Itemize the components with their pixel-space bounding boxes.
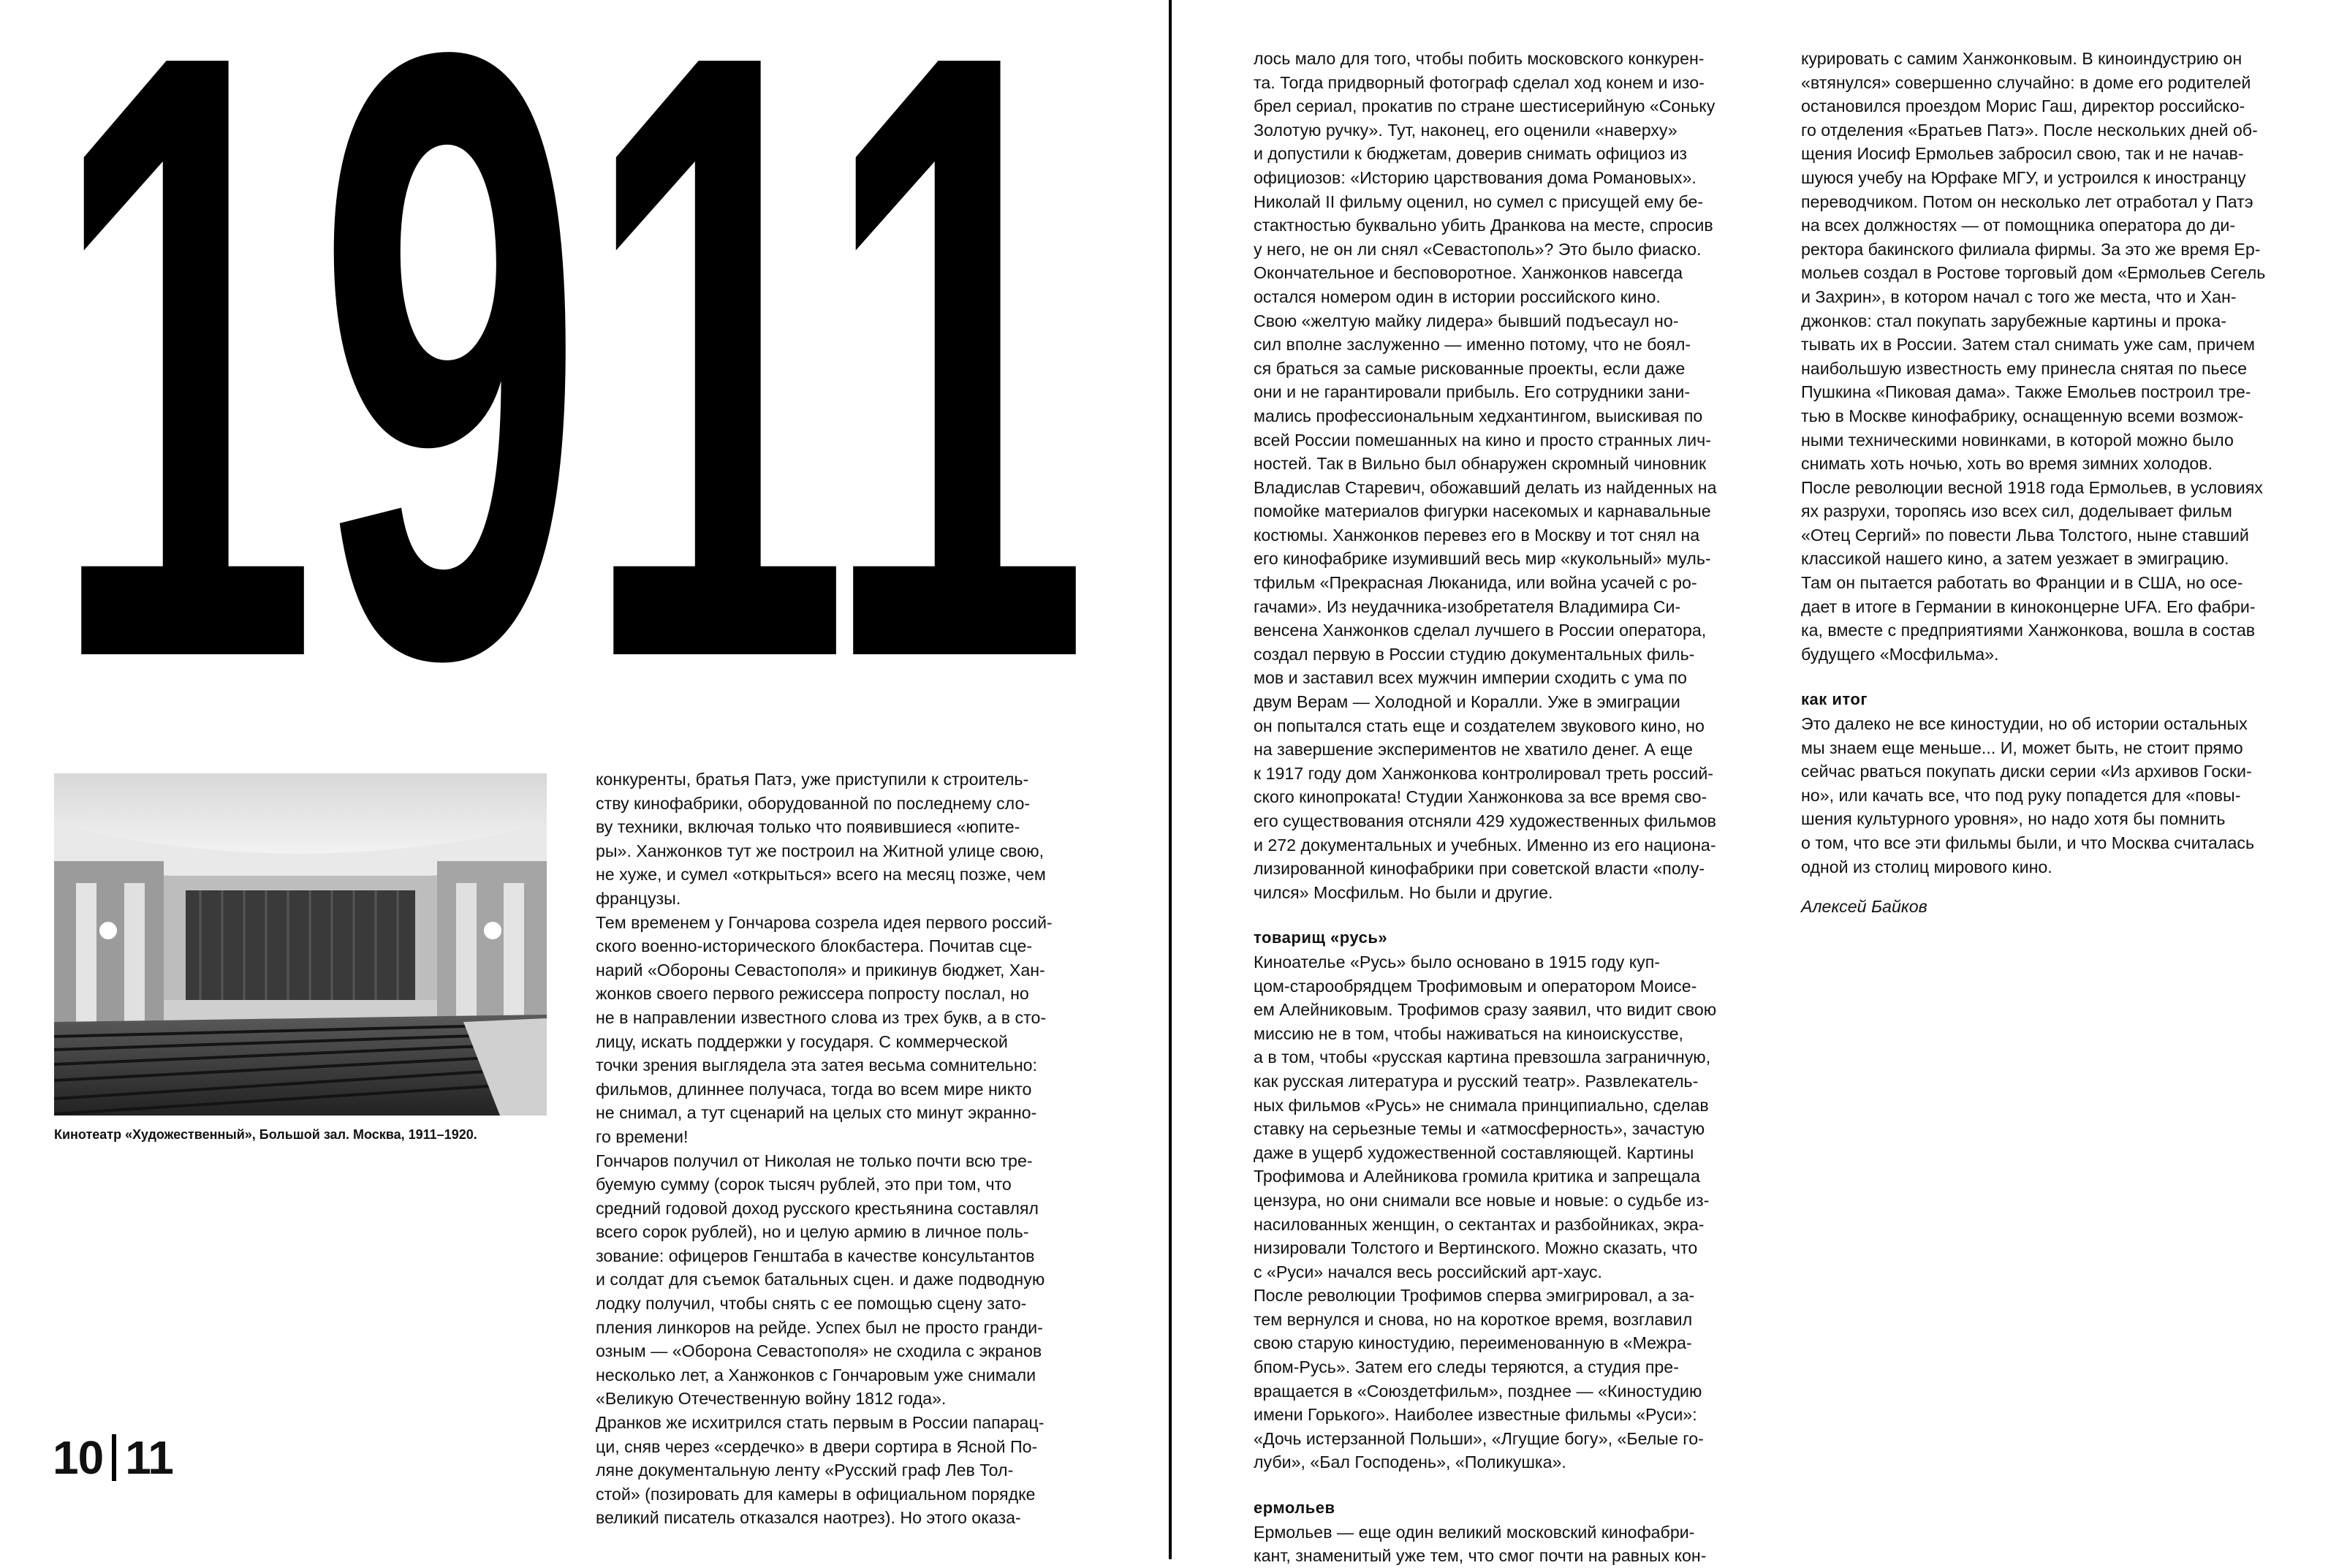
section-heading-itog: как итог [1801, 690, 1868, 709]
section-heading-ermoliev: ермольев [1254, 1499, 1335, 1518]
paragraph: конкуренты, братья Патэ, уже приступили к строитель- ству кинофабрики, оборудованной по последнему сло- ву техники, включая только что появившиеся «юпите- ры». Ханжонков тут же построил на Житной улице свою, не хуже, и сумел «открыться» всего на месяц позже, чем французы. [596, 770, 1046, 908]
paragraph: Киноателье «Русь» было основано в 1915 году куп- цом-старообрядцем Трофимовым и оператором Моисе- ем Алейниковым. Трофимов сразу заявил, что видит свою миссию не в том, чтобы наживаться на киноискусстве, а в том, чтобы «русская картина превзошла заграничную, как русская литература и русский театр». Развлекатель- ных фильмов «Русь» не снимала принципиально, сделав ставку на серьезные темы и «атмосферность», зачастую даже в ущерб художественной составляющей. Картины Трофимова и Алейникова громила критика и запрещала цензура, но они снимали все новые и новые: о судьбе из- насилованных женщин, о сектантах и разбойниках, экра- низировали Толстого и Вертинского. Можно сказать, что с «Руси» начался весь российский арт-хаус. [1254, 952, 1717, 1281]
paragraph: После революции Трофимов сперва эмигрировал, а за- тем вернулся и снова, но на короткое время, возглавил свою старую киностудию, переименованную в «Межра- бпом-Русь». Затем его следы теряются, а студия пре- вращается в «Союздетфильм», позднее — «Киностудию имени Горького». Наиболее известные фильмы «Руси»: «Дочь истерзанной Польши», «Лгущие богу», «Белые го- луби», «Бал Господень», «Поликушка». [1254, 1286, 1704, 1472]
page-numbers [53, 1431, 173, 1484]
headline-year-text: 1911 [51, 37, 1089, 673]
spread-divider [1169, 0, 1172, 1559]
photo-caption: Кинотеатр «Художественный», Большой зал. Москва, 1911–1920. [54, 1127, 477, 1142]
page-number-right: 11 [125, 1431, 173, 1484]
paragraph: курировать с самим Ханжонковым. В киноиндустрию он «втянулся» совершенно случайно: в доме его родителей остановился проездом Морис Гаш, директор российско- го отделения «Братьев Патэ». После нескольких дней об- щения Иосиф Ермольев забросил свою, так и не начав- шуюся учебу на Юрфаке МГУ, и устроился к иностранцу переводчиком. Потом он несколько лет отработал у Патэ на всех должностях — от помощника оператора до ди- ректора бакинского филиала фирмы. За это же время Ер- мольев создал в Ростове торговый дом «Ермольев Сегель и Захрин», в котором начал с того же места, что и Хан- джонков: стал покупать зарубежные картины и прока- тывать их в России. Затем стал снимать уже сам, причем наибольшую известность ему принесла снятая по пьесе Пушкина «Пиковая дама». Также Емольев построил тре- тью в Москве кинофабрику, оснащенную всеми возмож- ными техническими новинками, в которой можно было снимать хоть ночью, хоть во время зимних холодов. [1801, 49, 2266, 474]
paragraph: Это далеко не все киностудии, но об истории остальных мы знаем еще меньше... И, может быть, не стоит прямо сейчас рваться покупать диски серии «Из архивов Госки- но», или качать все, что под руку попадется для «повы- шения культурного уровня», но надо хотя бы помнить о том, что все эти фильмы были, и что Москва считалась одной из столиц мирового кино. [1801, 714, 2255, 876]
section-heading-rus: товарищ «русь» [1254, 928, 1388, 947]
author-signature: Алексей Байков [1801, 897, 1927, 917]
page-number-separator [112, 1434, 116, 1481]
article-column-1 [596, 768, 1107, 1530]
paragraph: лось мало для того, чтобы побить московского конкурен- та. Тогда придворный фотограф сделал ход конем и изо- брел сериал, прокатив по стране шестисерийную «Соньку Золотую ручку». Тут, наконец, его оценили «наверху» и допустили к бюджетам, доверив снимать официоз из официозов: «Историю царствования дома Романовых». Николай II фильму оценил, но сумел с присущей ему бе- стактностью буквально убить Дранкова на месте, спросив у него, не он ли снял «Севастополь»? Это было фиаско. Окончательное и бесповоротное. Ханжонков навсегда остался номером один в истории российского кино. [1254, 49, 1716, 306]
article-column-3 [1801, 47, 2295, 919]
paragraph: После революции весной 1918 года Ермольев, в условиях ях разрухи, торопясь изо всех сил, доделывает фильм «Отец Сергий» по повести Льва Толстого, ныне ставший классикой нашего кино, а затем уезжает в эмиграцию. Там он пытается работать во Франции и в США, но осе- дает в итоге в Германии в киноконцерне UFA. Его фабри- ка, вместе с предприятиями Ханжонкова, вошла в состав будущего «Мосфильма». [1801, 477, 2263, 664]
paragraph: Ермольев — еще один великий московский кинофабри- кант, знаменитый уже тем, что смог почти на равных кон- [1254, 1522, 1707, 1566]
headline-year [51, 37, 1089, 673]
paragraph: Тем временем у Гончарова созрела идея первого россий- ского военно-исторического блокбастера. Почитав сце- нарий «Обороны Севастополя» и прикинув бюджет, Хан- жонков своего первого режиссера попросту послал, но не в направлении известного слова из трех букв, а в сто- лицу, искать поддержки у государя. С коммерческой точки зрения выглядела эта затея весьма сомнительно: фильмов, длиннее получаса, тогда во всем мире никто не снимал, а тут сценарий на целых сто минут экранно- го времени! [596, 912, 1053, 1146]
page-number-left: 10 [53, 1431, 104, 1484]
article-column-2 [1254, 47, 1758, 1568]
paragraph: Гончаров получил от Николая не только почти всю тре- буемую сумму (сорок тысяч рублей, это при том, что средний годовой доход русского крестьянина составлял всего сорок рублей), но и целую армию в личное поль- зование: офицеров Генштаба в качестве консультантов и солдат для съемок батальных сцен. и даже подводную лодку получил, чтобы снять с ее помощью сцену зато- пления линкоров на рейде. Успех был не просто гранди- озным — «Оборона Севастополя» не сходила с экранов несколько лет, а Ханжонков с Гончаровым уже снимали «Великую Отечественную войну 1812 года». [596, 1151, 1045, 1409]
cinema-hall-photo [54, 773, 547, 1116]
paragraph: Свою «желтую майку лидера» бывший подъесаул но- сил вполне заслуженно — именно потому, что не боял- ся браться за самые рискованные проекты, если даже они и не гарантировали прибыль. Его сотрудники зани- мались профессиональным хедхантингом, выискивая по всей России помешанных на кино и просто странных лич- ностей. Так в Вильно был обнаружен скромный чиновник Владислав Старевич, обожавший делать из найденных на помойке материалов фигурки насекомых и карнавальные костюмы. Ханжонков перевез его в Москву и тот снял на его кинофабрике изумивший весь мир «кукольный» муль- тфильм «Прекрасная Люканида, или война усачей с ро- гачами». Из неудачника-изобретателя Владимира Си- венсена Ханжонков сделал лучшего в России оператора, создал первую в России студию документальных филь- мов и заставил всех мужчин империи сходить с ума по двум Верам — Холодной и Коралли. Уже в эмиграции он попытался стать еще и создателем звукового кино, но на завершение экспериментов не хватило денег. А еще к 1917 году дом Ханжонкова контролировал треть россий- ского кинопроката! Студии Ханжонкова за все время сво- его существования отсняли 429 художественных фильмов и 272 документальных и учебных. Именно из его национа- лизированной кинофабрики при советской власти «полу- чился» Мосфильм. Но были и другие. [1254, 311, 1717, 902]
paragraph: Дранков же исхитрился стать первым в России папарац- ци, сняв через «сердечко» в двери сортира в Ясной По- ляне документальную ленту «Русский граф Лев Тол- стой» (позировать для камеры в официальном порядке великий писатель отказался наотрез). Но этого оказа- [596, 1413, 1045, 1528]
